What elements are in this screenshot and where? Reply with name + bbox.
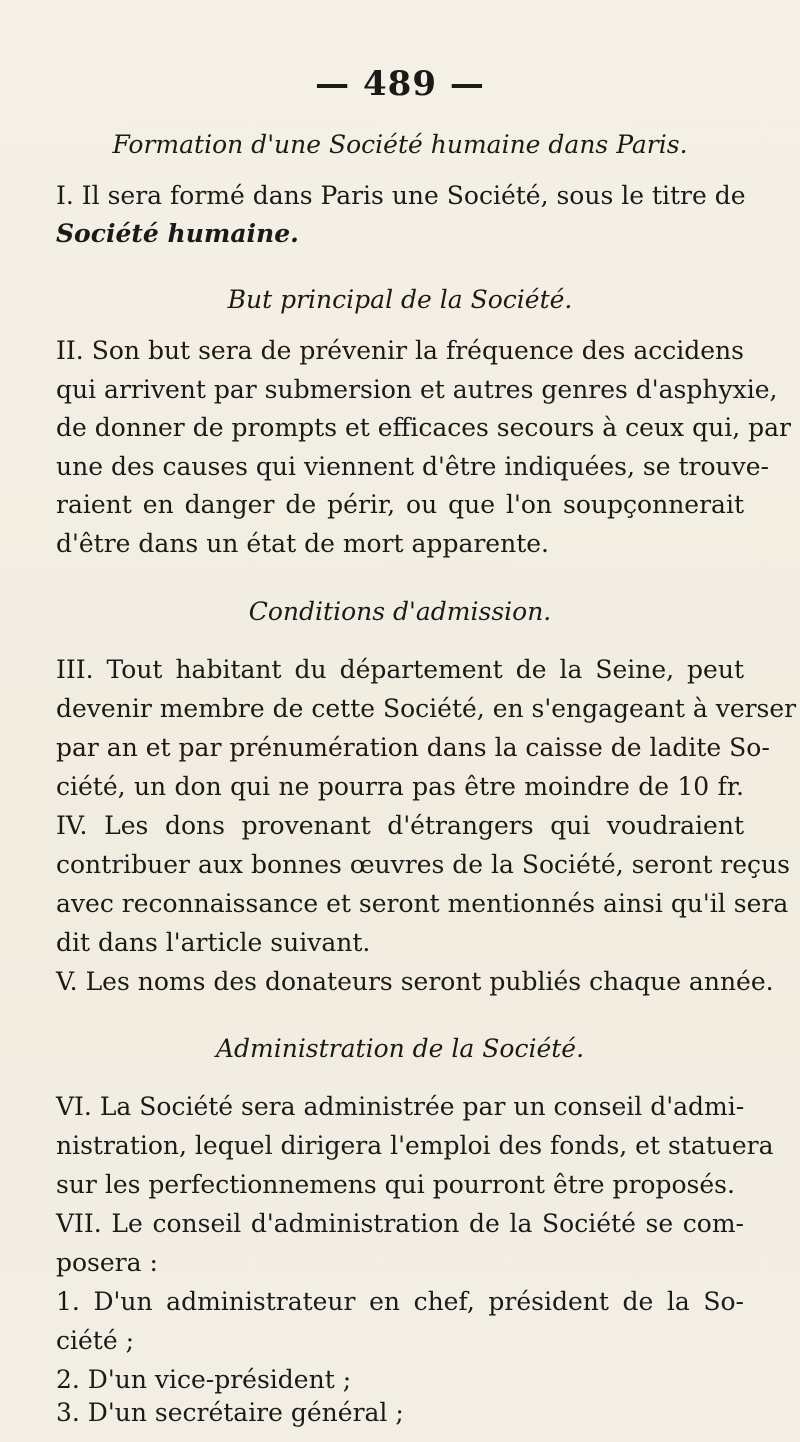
article-line: 3. D'un secrétaire général ; xyxy=(56,1398,404,1427)
article-line: contribuer aux bonnes œuvres de la Société, seront reçus xyxy=(56,850,790,879)
article-line: I. Il sera formé dans Paris une Société, sous le titre de xyxy=(56,181,746,210)
article-line: une des causes qui viennent d'être indiquées, se trouve- xyxy=(56,452,769,481)
article-line: devenir membre de cette Société, en s'engageant à verser xyxy=(56,694,797,723)
article-line: ciété, un don qui ne pourra pas être moindre de 10 fr. xyxy=(56,772,744,801)
article-line: VII. Le conseil d'administration de la Société se com- xyxy=(56,1209,744,1238)
article-line: par an et par prénumération dans la caisse de ladite So- xyxy=(56,733,770,762)
article-line: ciété ; xyxy=(56,1326,135,1355)
article-line: 1. D'un administrateur en chef, président de la So- xyxy=(56,1287,744,1316)
article-line: sur les perfectionnemens qui pourront être proposés. xyxy=(56,1170,735,1199)
article-line: Société humaine. xyxy=(56,219,299,248)
article-line: d'être dans un état de mort apparente. xyxy=(56,529,549,558)
article-line: posera : xyxy=(56,1248,158,1277)
article-line: qui arrivent par submersion et autres genres d'asphyxie, xyxy=(56,375,778,404)
article-line: 2. D'un vice-président ; xyxy=(56,1365,352,1394)
article-line: de donner de prompts et efficaces secours à ceux qui, par xyxy=(56,413,791,442)
article-line: III. Tout habitant du département de la Seine, peut xyxy=(56,655,744,684)
article-line: dit dans l'article suivant. xyxy=(56,928,371,957)
article-line: II. Son but sera de prévenir la fréquence des accidens xyxy=(56,336,744,365)
article-line: raient en danger de périr, ou que l'on soupçonnerait xyxy=(56,490,744,519)
article-line: VI. La Société sera administrée par un conseil d'admi- xyxy=(56,1092,745,1121)
article-line: nistration, lequel dirigera l'emploi des fonds, et statuera xyxy=(56,1131,774,1160)
article-line: V. Les noms des donateurs seront publiés chaque année. xyxy=(56,967,774,996)
section-heading: But principal de la Société. xyxy=(227,285,573,314)
article-line: avec reconnaissance et seront mentionnés ainsi qu'il sera xyxy=(56,889,789,918)
page-number: — 489 — xyxy=(315,64,485,104)
section-heading: Administration de la Société. xyxy=(215,1034,585,1063)
section-heading: Conditions d'admission. xyxy=(248,597,552,626)
section-title: Formation d'une Société humaine dans Paris. xyxy=(112,130,688,159)
article-line: IV. Les dons provenant d'étrangers qui voudraient xyxy=(56,811,744,840)
